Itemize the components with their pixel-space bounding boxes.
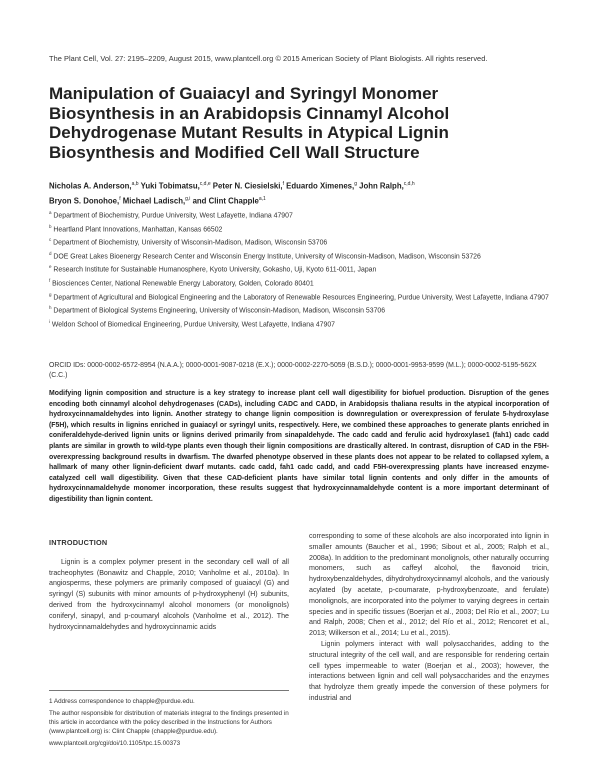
author-affil-marker: c,d,e [199, 181, 211, 187]
affil-marker: i [49, 318, 50, 324]
doi-link[interactable]: www.plantcell.org/cgi/doi/10.1105/tpc.15.00373 [49, 740, 181, 747]
author-affil-marker: g [354, 181, 357, 187]
author-name: Bryon S. Donohoe, [49, 196, 120, 206]
author-name: Peter N. Ciesielski, [210, 181, 283, 191]
affiliation [49, 235, 549, 249]
author-affil-marker: c,d,h [403, 181, 415, 187]
intro-paragraph: Lignin is a complex polymer present in the secondary cell wall of all tracheophytes (Bonawitz and Chapple, 2010; Vanholme et al., 2010a). In angiosperms, these polymers are primarily composed of guaiacyl (G) and syringyl (S) subunits with minor amounts of p-hydroxyphenyl (H) subunits, derived from the hydroxycinnamyl alcohol monomers (or monolignols) coniferyl, sinapyl, and p-coumaryl alcohols (Vanholme et al., 2012). The hydroxycinnamaldehydes and hydroxycinnamic acids [49, 557, 289, 631]
affil-marker: a [49, 210, 52, 215]
author-name: Nicholas A. Anderson, [49, 181, 132, 191]
author-name: and Clint Chapple [190, 196, 259, 206]
affil-marker: g [49, 291, 52, 297]
affiliation-list [49, 208, 549, 330]
author-name: Eduardo Ximenes, [283, 181, 355, 191]
intro-heading: INTRODUCTION [49, 538, 108, 547]
affil-marker: h [49, 305, 52, 311]
intro-paragraph: corresponding to some of these alcohols are also incorporated into lignin in smaller amounts (Baucher et al., 1996; Sibout et al., 2005; Ralph et al., 2008a). In addition to the predominant monolignols, other naturally occurring monomers, such as caffeyl alcohol, the flavonoid tricin, hydroxybenzaldehydes, dihydrohydroxycinnamyl alcohols, and the variously acylated (by acetate, p-coumarate, p-hydroxybenzoate, and ferulate) monolignols, are incorporated into the polymer to varying degrees in certain species and in specific tissues (Boerjan et al., 2003; Del Río et al., 2007; Lu and Ralph, 2008; Chen et al., 2012; del Río et al., 2012; Rencoret et al., 2013; Wilkerson et al., 2014; Lu et al., 2015). [309, 532, 549, 638]
author-affil-marker: g,i [185, 195, 191, 202]
author-line-1 [49, 178, 549, 193]
right-column [309, 531, 549, 704]
affil-marker: d [49, 250, 52, 256]
affiliation [49, 249, 549, 263]
author-name: John Ralph, [356, 181, 404, 191]
affiliation [49, 222, 549, 236]
affil-text: DOE Great Lakes Bioenergy Research Center and Wisconsin Energy Institute, University of Wisconsin-Madison, Madison, Wisconsin 53726 [51, 253, 481, 261]
author-responsibility-note: The author responsible for distribution of materials integral to the findings presented in this article in accordance with the policy described in the Instructions for Authors (www.plantcell.org) is: Clint Chapple (chapple@purdue.edu). [49, 710, 289, 735]
author-line-2 [49, 193, 549, 208]
author-affil-marker: a,1 [258, 195, 266, 202]
affil-marker: e [49, 264, 52, 270]
affiliation [49, 303, 549, 317]
author-affil-marker: a,b [131, 181, 139, 187]
author-name: Yuki Tobimatsu, [138, 181, 200, 191]
left-column [49, 528, 289, 632]
affil-marker: b [49, 223, 52, 229]
author-name: Michael Ladisch, [120, 196, 186, 206]
correspondence-note: 1 Address correspondence to chapple@purdue.edu. [49, 698, 195, 705]
affiliation [49, 290, 549, 304]
affil-text: Biosciences Center, National Renewable Energy Laboratory, Golden, Colorado 80401 [50, 280, 314, 288]
affiliation [49, 276, 549, 290]
affil-text: Heartland Plant Innovations, Manhattan, Kansas 66502 [51, 225, 223, 233]
affil-marker: f [49, 277, 51, 283]
affiliation [49, 317, 549, 331]
affil-text: Department of Biochemistry, Purdue University, West Lafayette, Indiana 47907 [51, 212, 293, 220]
orcid-ids: ORCID IDs: 0000-0002-6572-8954 (N.A.A.); 0000-0001-9087-0218 (E.X.); 0000-0002-2270-5059 (B.S.D.); 0000-0001-9953-9599 (M.L.); 0000-0002-5195-562X (C.C.) [49, 362, 537, 380]
affil-text: Department of Biochemistry, University of Wisconsin-Madison, Madison, Wisconsin 53706 [51, 239, 328, 247]
affil-marker: c [49, 237, 52, 243]
intro-paragraph: Lignin polymers interact with wall polysaccharides, adding to the structural integrity of the cell wall, and are responsible for rendering certain cell types impermeable to water (Boerjan et al., 2003); however, the interactions between lignin and cell wall polysaccharides and the enzymes that hydrolyze them greatly impede the conversion of these polymers for industrial and [309, 639, 549, 702]
affiliation [49, 262, 549, 276]
affil-text: Department of Biological Systems Engineering, University of Wisconsin-Madison, Madison, Wisconsin 53706 [51, 307, 386, 315]
affil-text: Department of Agricultural and Biological Engineering and the Laboratory of Renewable Resources Engineering, Purdue University, West Lafayette, Indiana 47907 [51, 293, 549, 301]
journal-header: The Plant Cell, Vol. 27: 2195–2209, August 2015, www.plantcell.org © 2015 American Society of Plant Biologists. All rights reserved. [49, 54, 488, 63]
abstract: Modifying lignin composition and structure is a key strategy to increase plant cell wall digestibility for biofuel production. Disruption of the genes encoding both cinnamyl alcohol dehydrogenases (CADs), including CADC and CADD, in Arabidopsis thaliana results in the atypical incorporation of hydroxycinnamaldehydes into lignin. Another strategy to change lignin composition is downregulation or overexpression of ferulate 5-hydroxylase (F5H), which results in lignins enriched in guaiacyl or syringyl units, respectively. Here, we combined these approaches to generate plants enriched in coniferaldehyde-derived lignin units or lignins derived primarily from sinapaldehyde. The cadc cadd and ferulic acid hydroxylase1 (fah1) cadc cadd plants are similar in growth to wild-type plants even though their lignin compositions are drastically altered. In contrast, disruption of CAD in the F5H-overexpressing background results in dwarfism. The dwarfed phenotype observed in these plants does not appear to be related to collapsed xylem, a hallmark of many other lignin-deficient dwarf mutants. cadc cadd, fah1 cadc cadd, and cadd F5H-overexpressing plants have increased enzyme-catalyzed cell wall digestibility. Given that these CAD-deficient plants have similar total lignin contents and only differ in the amounts of hydroxycinnamaldehyde monomer incorporation, these results suggest that hydroxycinnamaldehyde content is a more important determinant of digestibility than lignin content. [49, 390, 549, 503]
author-affil-marker: f [282, 181, 284, 187]
footnotes [49, 690, 289, 748]
affil-text: Research Institute for Sustainable Humanosphere, Kyoto University, Gokasho, Uji, Kyoto 611-0011, Japan [51, 266, 377, 274]
affil-text: Weldon School of Biomedical Engineering, Purdue University, West Lafayette, Indiana 47907 [50, 321, 335, 329]
author-affil-marker: f [119, 195, 121, 202]
article-title: Manipulation of Guaiacyl and Syringyl Monomer Biosynthesis in an Arabidopsis Cinnamyl Alcohol Dehydrogenase Mutant Results in Atypical Lignin Biosynthesis and Modified Cell Wall Structure [49, 84, 450, 162]
affiliation [49, 208, 549, 222]
author-list [49, 178, 549, 207]
